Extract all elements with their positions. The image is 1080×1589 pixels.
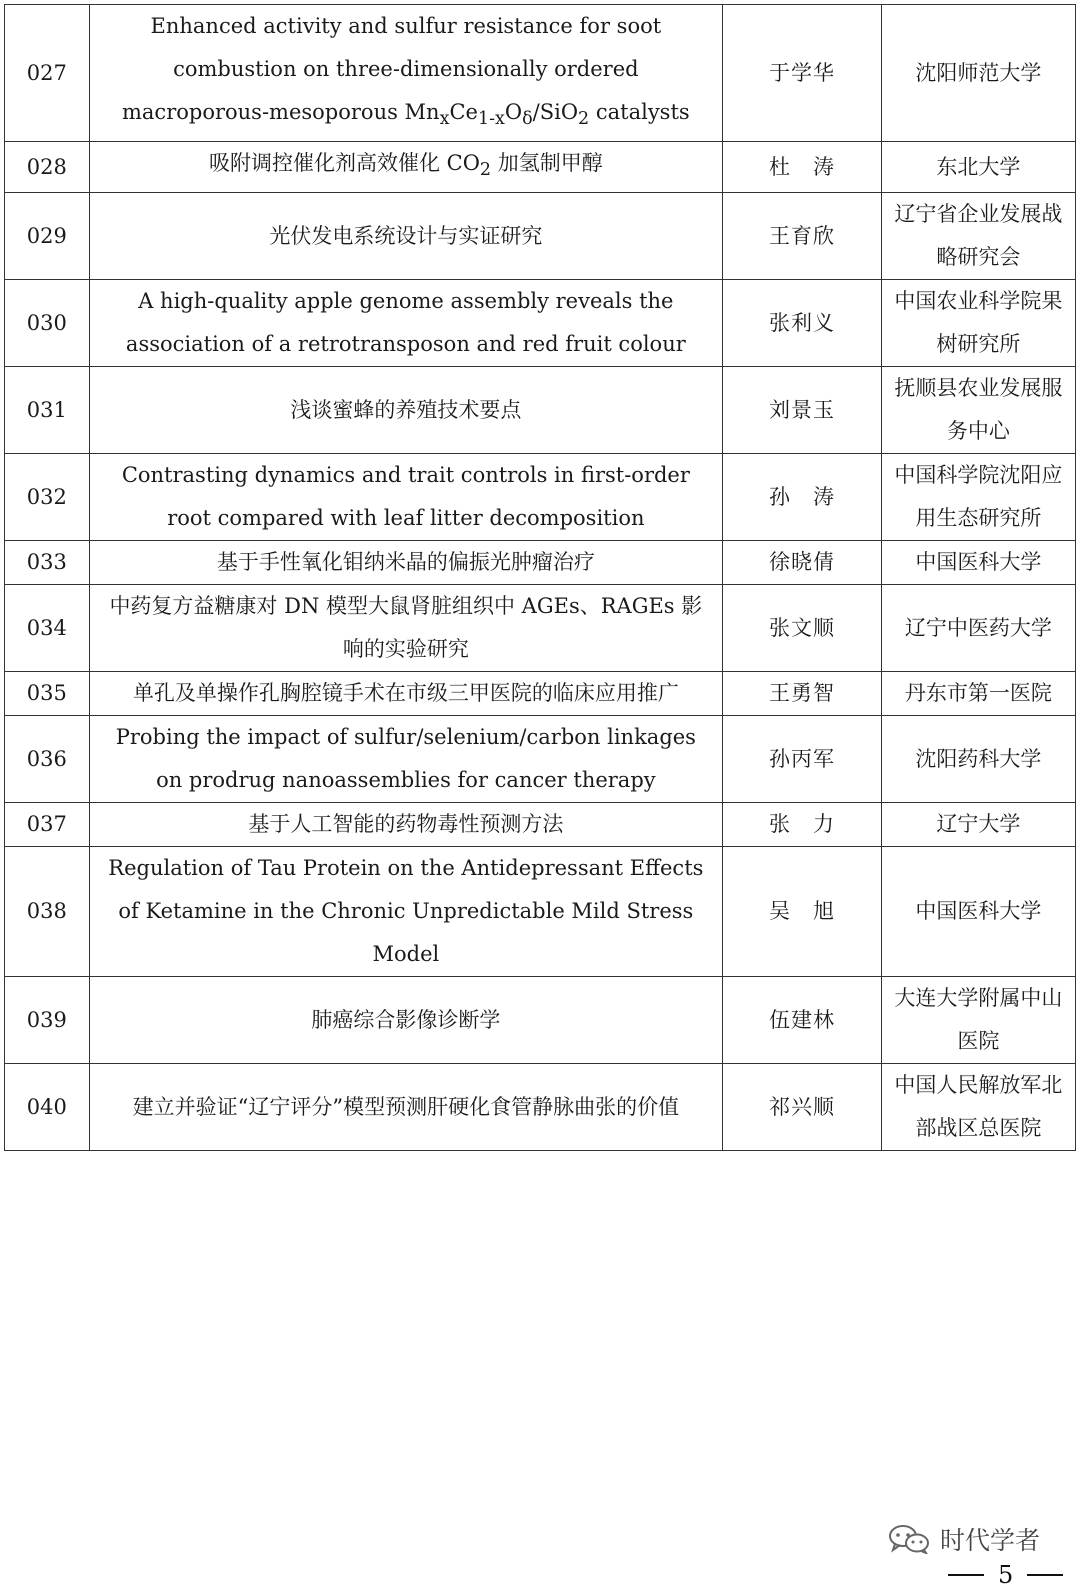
row-number: 034 <box>5 585 90 672</box>
watermark <box>888 1522 1040 1556</box>
table-row <box>5 716 1076 803</box>
organization: 大连大学附属中山医院 <box>881 977 1075 1064</box>
paper-title: 单孔及单操作孔胸腔镜手术在市级三甲医院的临床应用推广 <box>89 672 723 716</box>
paper-title: Probing the impact of sulfur/selenium/carbon linkages on prodrug nanoassemblies for cancer therapy <box>89 716 723 803</box>
paper-title: 光伏发电系统设计与实证研究 <box>89 193 723 280</box>
organization: 沈阳药科大学 <box>881 716 1075 803</box>
paper-title: 建立并验证“辽宁评分”模型预测肝硬化食管静脉曲张的价值 <box>89 1064 723 1151</box>
row-number: 036 <box>5 716 90 803</box>
row-number: 027 <box>5 5 90 142</box>
table-row <box>5 5 1076 142</box>
organization: 抚顺县农业发展服务中心 <box>881 367 1075 454</box>
paper-title: Contrasting dynamics and trait controls in first-order root compared with leaf litter decomposition <box>89 454 723 541</box>
table-row <box>5 803 1076 847</box>
organization: 沈阳师范大学 <box>881 5 1075 142</box>
organization: 丹东市第一医院 <box>881 672 1075 716</box>
page-number <box>948 1560 1063 1589</box>
author-name: 祁兴顺 <box>723 1064 882 1151</box>
table-row <box>5 142 1076 193</box>
organization: 东北大学 <box>881 142 1075 193</box>
author-name: 王育欣 <box>723 193 882 280</box>
page-number-dash-right <box>1027 1574 1063 1576</box>
table-row <box>5 280 1076 367</box>
row-number: 033 <box>5 541 90 585</box>
row-number: 037 <box>5 803 90 847</box>
watermark-text: 时代学者 <box>940 1526 1041 1555</box>
row-number: 039 <box>5 977 90 1064</box>
table-row <box>5 454 1076 541</box>
wechat-icon <box>888 1524 930 1554</box>
paper-title: 吸附调控催化剂高效催化 $CO_2$ 加氢制甲醇 <box>89 142 723 193</box>
awards-table <box>4 4 1076 1151</box>
author-name: 刘景玉 <box>723 367 882 454</box>
paper-title: Enhanced activity and sulfur resistance for soot combustion on three-dimensionally ordered macroporous-mesoporous $Mn_xCe_{1-x}O_\delta/SiO_2$ catalysts <box>89 5 723 142</box>
author-name: 吴 旭 <box>723 847 882 977</box>
paper-title: 基于人工智能的药物毒性预测方法 <box>89 803 723 847</box>
paper-title: A high-quality apple genome assembly reveals the association of a retrotransposon and red fruit colour <box>89 280 723 367</box>
organization: 中国科学院沈阳应用生态研究所 <box>881 454 1075 541</box>
organization: 中国医科大学 <box>881 847 1075 977</box>
author-name: 张文顺 <box>723 585 882 672</box>
author-name: 伍建林 <box>723 977 882 1064</box>
row-number: 030 <box>5 280 90 367</box>
awards-table-body <box>5 5 1076 1151</box>
author-name: 孙 涛 <box>723 454 882 541</box>
organization: 辽宁大学 <box>881 803 1075 847</box>
paper-title: 中药复方益糖康对 DN 模型大鼠肾脏组织中 AGEs、RAGEs 影响的实验研究 <box>89 585 723 672</box>
paper-title: 基于手性氧化钼纳米晶的偏振光肿瘤治疗 <box>89 541 723 585</box>
row-number: 028 <box>5 142 90 193</box>
author-name: 张利义 <box>723 280 882 367</box>
organization: 辽宁中医药大学 <box>881 585 1075 672</box>
organization: 中国医科大学 <box>881 541 1075 585</box>
table-row <box>5 367 1076 454</box>
author-name: 张 力 <box>723 803 882 847</box>
table-row <box>5 672 1076 716</box>
row-number: 040 <box>5 1064 90 1151</box>
row-number: 029 <box>5 193 90 280</box>
author-name: 杜 涛 <box>723 142 882 193</box>
paper-title: Regulation of Tau Protein on the Antidepressant Effects of Ketamine in the Chronic Unpredictable Mild Stress Model <box>89 847 723 977</box>
table-row <box>5 585 1076 672</box>
organization: 辽宁省企业发展战略研究会 <box>881 193 1075 280</box>
author-name: 孙丙军 <box>723 716 882 803</box>
row-number: 031 <box>5 367 90 454</box>
author-name: 于学华 <box>723 5 882 142</box>
table-row <box>5 541 1076 585</box>
organization: 中国人民解放军北部战区总医院 <box>881 1064 1075 1151</box>
row-number: 032 <box>5 454 90 541</box>
author-name: 王勇智 <box>723 672 882 716</box>
table-row <box>5 1064 1076 1151</box>
table-row <box>5 847 1076 977</box>
row-number: 038 <box>5 847 90 977</box>
table-row <box>5 977 1076 1064</box>
table-row <box>5 193 1076 280</box>
page-number-value: 5 <box>998 1560 1014 1589</box>
paper-title: 肺癌综合影像诊断学 <box>89 977 723 1064</box>
row-number: 035 <box>5 672 90 716</box>
author-name: 徐晓倩 <box>723 541 882 585</box>
organization: 中国农业科学院果树研究所 <box>881 280 1075 367</box>
page-number-dash-left <box>948 1574 984 1576</box>
paper-title: 浅谈蜜蜂的养殖技术要点 <box>89 367 723 454</box>
